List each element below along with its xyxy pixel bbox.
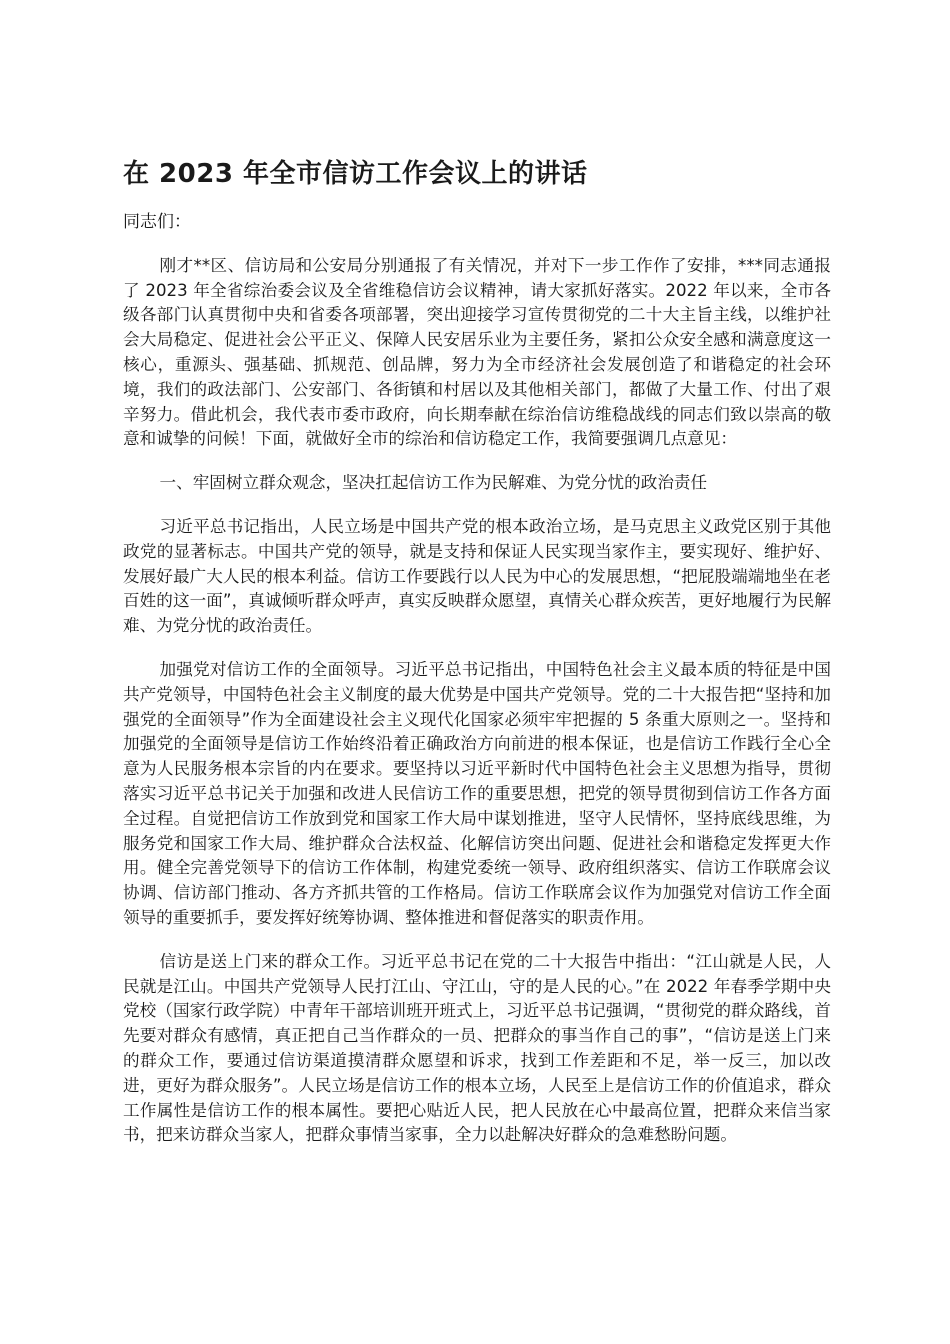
paragraph-mass-work: 信访是送上门来的群众工作。习近平总书记在党的二十大报告中指出：“江山就是人民，人民就是江山。中国共产党领导人民打江山、守江山，守的是人民的心。”在 2022 年春季学期中央党校（国家行政学院）中青年干部培训班开班式上，习近平总书记强调，“贯彻党的群众路线，首先要对群众有感情，真正把自己当作群众的一员、把群众的事当作自己的事”，“信访是送上门来的群众工作，要通过信访渠道摸清群众愿望和诉求，找到工作差距和不足，举一反三，加以改进，更好为群众服务”。人民立场是信访工作的根本立场，人民至上是信访工作的价值追求，群众工作属性是信访工作的根本属性。要把心贴近人民，把人民放在心中最高位置，把群众来信当家书，把来访群众当家人，把群众事情当家事，全力以赴解决好群众的急难愁盼问题。: [123, 951, 831, 1145]
paragraph-party-leadership: 加强党对信访工作的全面领导。习近平总书记指出，中国特色社会主义最本质的特征是中国共产党领导，中国特色社会主义制度的最大优势是中国共产党领导。党的二十大报告把“坚持和加强党的全面领导”作为全面建设社会主义现代化国家必须牢牢把握的 5 条重大原则之一。坚持和加强党的全面领导是信访工作始终沿着正确政治方向前进的根本保证，也是信访工作践行全心全意为人民服务根本宗旨的内在要求。要坚持以习近平新时代中国特色社会主义思想为指导，贯彻落实习近平总书记关于加强和改进人民信访工作的重要思想，把党的领导贯彻到信访工作各方面全过程。自觉把信访工作放到党和国家工作大局中谋划推进，坚守人民情怀，坚持底线思维，为服务党和国家工作大局、维护群众合法权益、化解信访突出问题、促进社会和谐稳定发挥更大作用。健全完善党领导下的信访工作体制，构建党委统一领导、政府组织落实、信访工作联席会议协调、信访部门推动、各方齐抓共管的工作格局。信访工作联席会议作为加强党对信访工作全面领导的重要抓手，要发挥好统筹协调、整体推进和督促落实的职责作用。: [123, 659, 831, 927]
section-heading-1: 一、牢固树立群众观念，坚决扛起信访工作为民解难、为党分忧的政治责任: [159, 473, 708, 493]
paragraph-people-stance: 习近平总书记指出，人民立场是中国共产党的根本政治立场，是马克思主义政党区别于其他政党的显著标志。中国共产党的领导，就是支持和保证人民实现当家作主，要实现好、维护好、发展好最广大人民的根本利益。信访工作要践行以人民为中心的发展思想，“把屁股端端地坐在老百姓的这一面”，真诚倾听群众呼声，真实反映群众愿望，真情关心群众疾苦，更好地履行为民解难、为党分忧的政治责任。: [123, 516, 831, 636]
document-page: [123, 148, 831, 1167]
paragraph-opening: 刚才**区、信访局和公安局分别通报了有关情况，并对下一步工作作了安排，***同志通报了 2023 年全省综治委会议及全省维稳信访会议精神，请大家抓好落实。2022 年以来，全市各级各部门认真贯彻中央和省委各项部署，突出迎接学习宣传贯彻党的二十大主旨主线，以维护社会大局稳定、促进社会公平正义、保障人民安居乐业为主要任务，紧扣公众安全感和满意度这一核心，重源头、强基础、抓规范、创品牌，努力为全市经济社会发展创造了和谐稳定的社会环境，我们的政法部门、公安部门、各街镇和村居以及其他相关部门，都做了大量工作、付出了艰辛努力。借此机会，我代表市委市政府，向长期奉献在综治信访维稳战线的同志们致以崇高的敬意和诚挚的问候！下面，就做好全市的综治和信访稳定工作，我简要强调几点意见：: [123, 255, 831, 449]
salutation: 同志们：: [123, 212, 191, 232]
document-title: 在 2023 年全市信访工作会议上的讲话: [123, 159, 588, 189]
